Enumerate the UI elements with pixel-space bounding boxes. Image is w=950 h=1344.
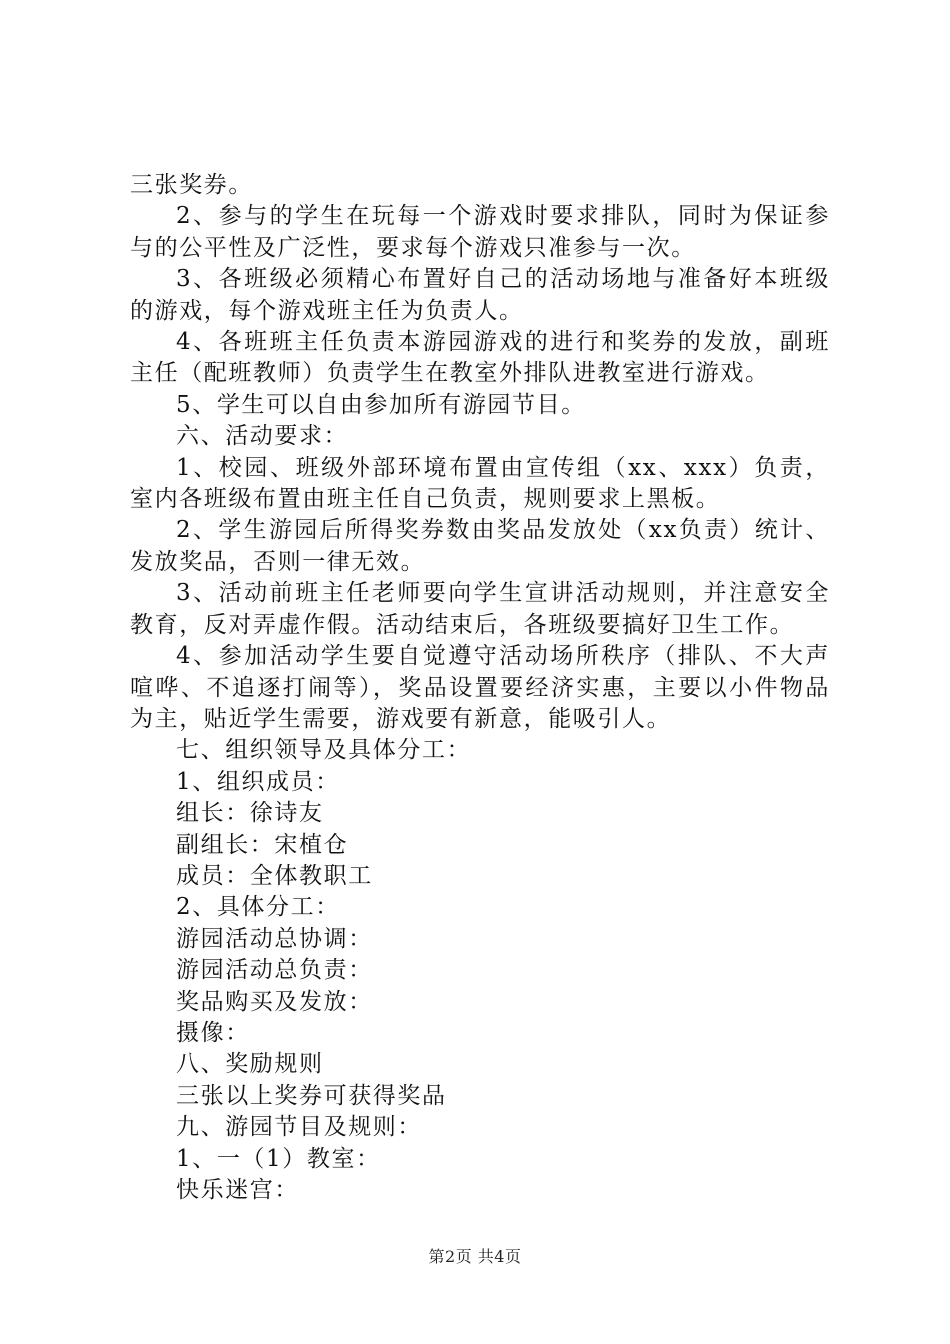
paragraph-requirement-2: 2、学生游园后所得奖券数由奖品发放处（xx负责）统计、发放奖品，否则一律无效。 [130,517,830,575]
program-maze: 快乐迷宫： [176,1177,299,1203]
paragraph-requirement-4: 4、参加活动学生要自觉遵守活动场所秩序（排队、不大声喧哗、不追逐打闹等），奖品设置要经济实惠，主要以小件物品为主，贴近学生需要，游戏要有新意，能吸引人。 [130,643,830,732]
member-staff: 成员：全体教职工 [176,862,373,889]
member-leader: 组长：徐诗友 [176,800,324,827]
member-deputy-leader: 副组长：宋植仓 [176,831,349,858]
program-classroom: 1、一（1）教室： [176,1145,381,1172]
division-camera: 摄像： [176,1019,250,1046]
paragraph-requirement-1: 1、校园、班级外部环境布置由宣传组（xx、xxx）负责，室内各班级布置由班主任自己负责，规则要求上黑板。 [130,454,830,513]
section-heading-programs: 九、游园节目及规则： [176,1114,422,1141]
division-lead: 游园活动总负责： [176,957,373,984]
subheading-division: 2、具体分工： [176,894,340,921]
page-number-footer: 第2页 共4页 [428,1247,522,1266]
paragraph-rule-3: 3、各班级必须精心布置好自己的活动场地与准备好本班级的游戏，每个游戏班主任为负责人。 [130,266,830,324]
reward-rule: 三张以上奖券可获得奖品 [176,1082,447,1109]
paragraph-rule-2: 2、参与的学生在玩每一个游戏时要求排队，同时为保证参与的公平性及广泛性，要求每个游戏只准参与一次。 [130,203,830,261]
division-prizes: 奖品购买及发放： [176,988,373,1015]
division-coordinator: 游园活动总协调： [176,925,373,952]
paragraph-continuation: 三张奖券。 [130,172,253,198]
section-heading-rewards: 八、奖励规则 [176,1051,324,1078]
paragraph-requirement-3: 3、活动前班主任老师要向学生宣讲活动规则，并注意安全教育，反对弄虚作假。活动结束后，各班级要搞好卫生工作。 [130,580,830,638]
section-heading-requirements: 六、活动要求： [176,423,349,450]
section-heading-organization: 七、组织领导及具体分工： [176,737,472,764]
document-body [130,170,830,1206]
subheading-members: 1、组织成员： [176,768,340,795]
paragraph-rule-5: 5、学生可以自由参加所有游园节目。 [176,391,586,418]
paragraph-rule-4: 4、各班班主任负责本游园游戏的进行和奖券的发放，副班主任（配班教师）负责学生在教室外排队进教室进行游戏。 [130,329,830,387]
